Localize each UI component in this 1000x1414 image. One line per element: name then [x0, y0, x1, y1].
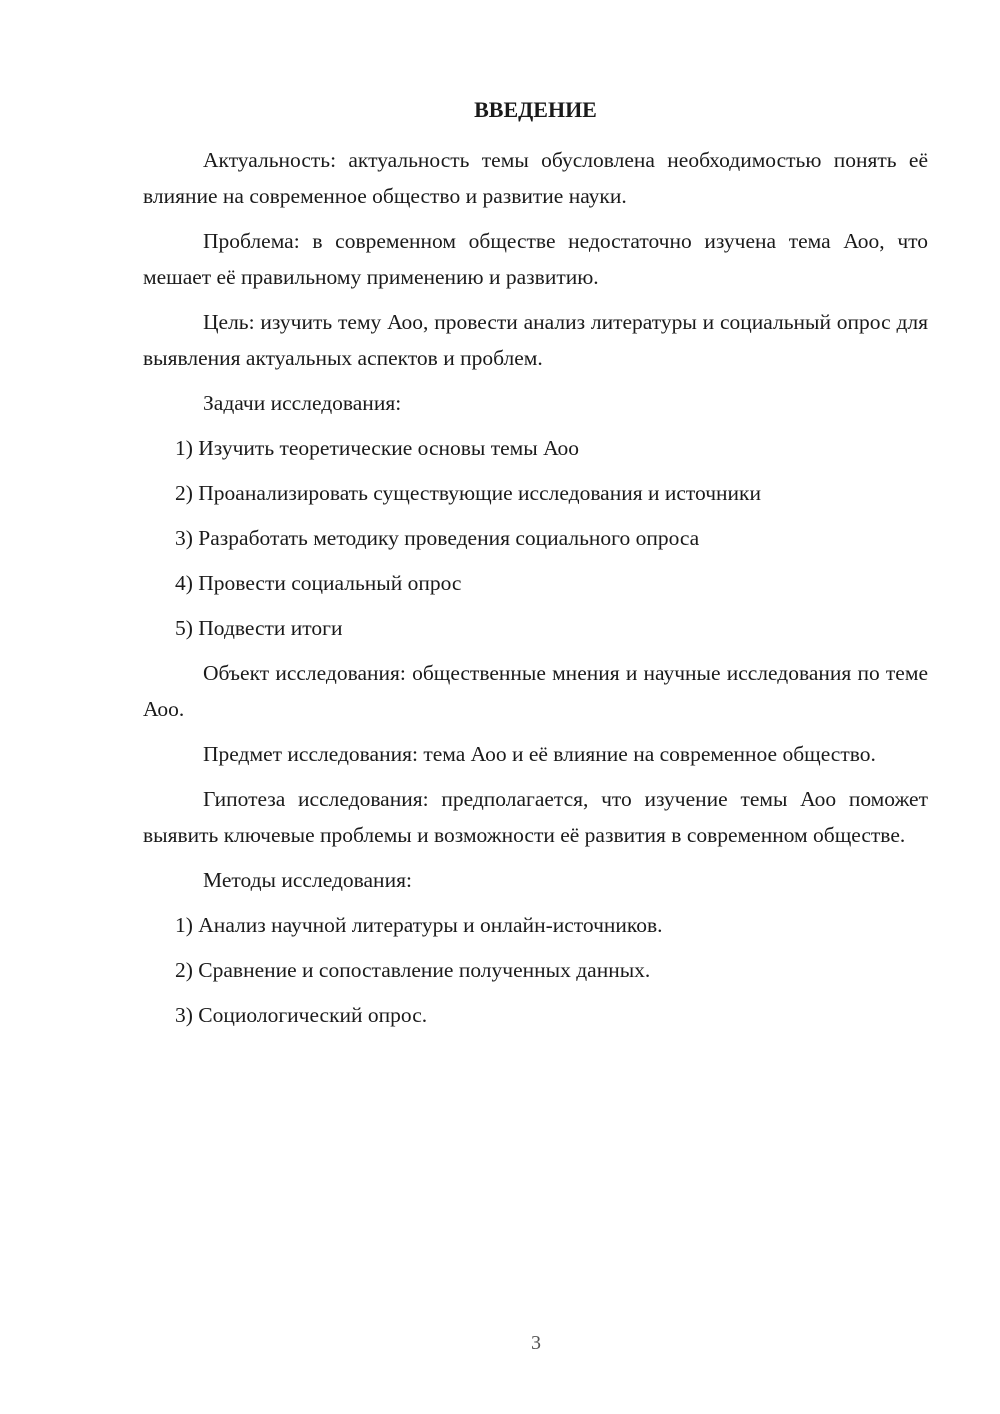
- tasks-heading: Задачи исследования:: [203, 391, 402, 415]
- section-title: ВВЕДЕНИЕ: [474, 97, 597, 122]
- task-item: 1) Изучить теоретические основы темы Аоо: [175, 436, 580, 460]
- method-item: 1) Анализ научной литературы и онлайн-источников.: [175, 913, 663, 937]
- task-item: 2) Проанализировать существующие исследования и источники: [175, 481, 762, 505]
- task-item: 5) Подвести итоги: [175, 616, 343, 640]
- methods-heading: Методы исследования:: [203, 868, 412, 892]
- subject-paragraph: Предмет исследования: тема Аоо и её влияние на современное общество.: [203, 742, 876, 766]
- problem-paragraph: Проблема: в современном обществе недостаточно изучена тема Аоо, что мешает её правильному применению и развитию.: [143, 229, 928, 289]
- goal-paragraph: Цель: изучить тему Аоо, провести анализ литературы и социальный опрос для выявления актуальных аспектов и проблем.: [143, 310, 928, 370]
- method-item: 2) Сравнение и сопоставление полученных данных.: [175, 958, 651, 982]
- method-item: 3) Социологический опрос.: [175, 1003, 428, 1027]
- page-content: [143, 92, 928, 1042]
- task-item: 4) Провести социальный опрос: [175, 571, 462, 595]
- hypothesis-paragraph: Гипотеза исследования: предполагается, что изучение темы Аоо поможет выявить ключевые проблемы и возможности её развития в современном обществе.: [143, 787, 928, 847]
- task-item: 3) Разработать методику проведения социального опроса: [175, 526, 700, 550]
- relevance-paragraph: Актуальность: актуальность темы обусловлена необходимостью понять её влияние на современное общество и развитие науки.: [143, 148, 928, 208]
- page-number: 3: [531, 1332, 541, 1354]
- object-paragraph: Объект исследования: общественные мнения и научные исследования по теме Аоо.: [143, 661, 928, 721]
